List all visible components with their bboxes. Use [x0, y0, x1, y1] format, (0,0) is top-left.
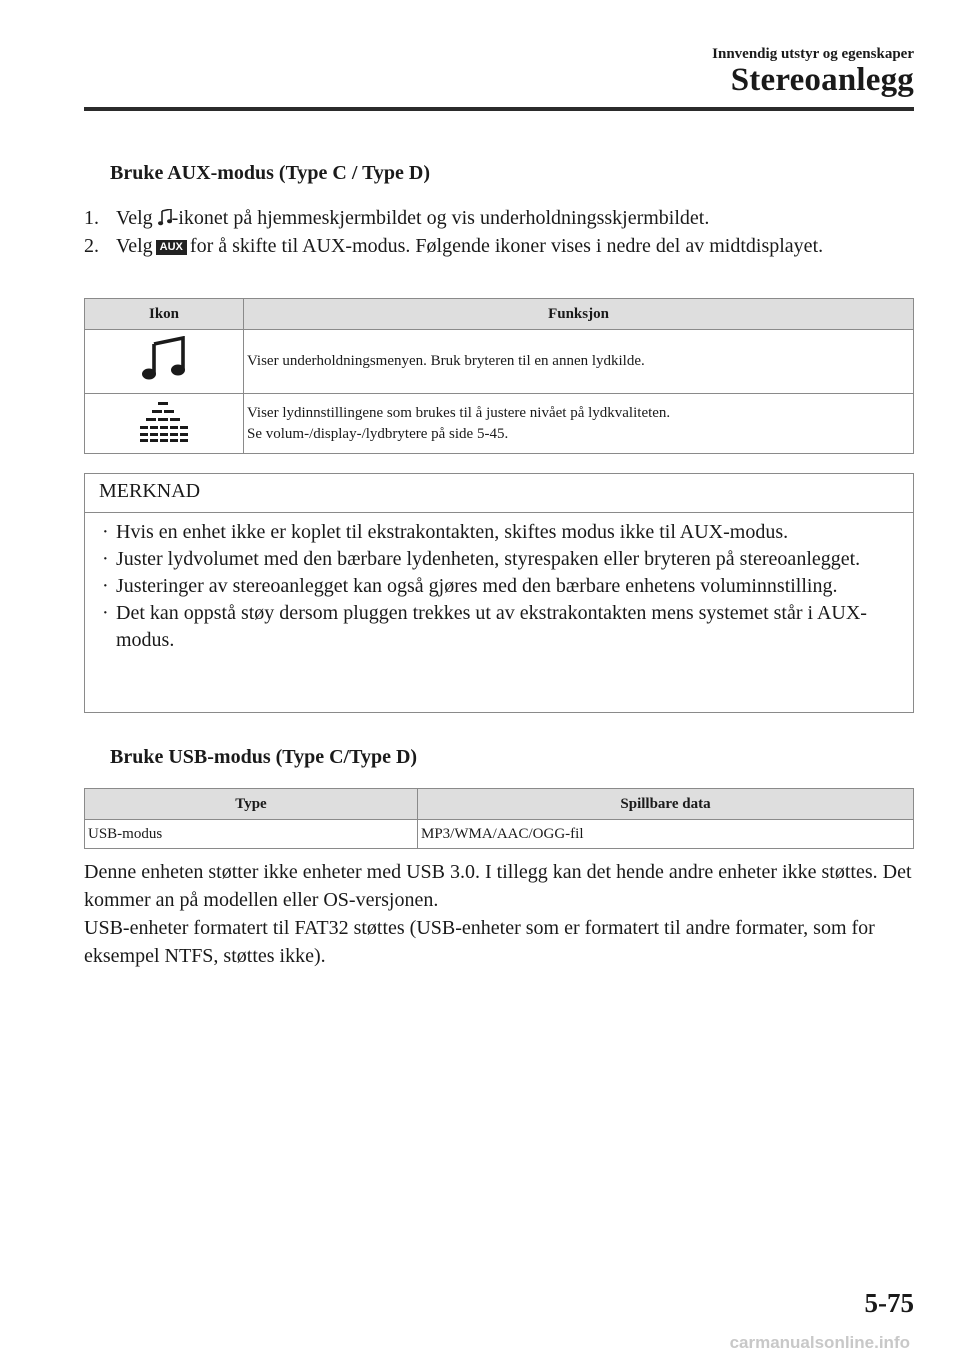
step-number: 2.: [84, 235, 99, 257]
header-divider: [84, 107, 914, 111]
chapter-subtitle: Innvendig utstyr og egenskaper: [712, 46, 914, 62]
step-number: 1.: [84, 207, 99, 229]
aux-icon: AUX: [156, 240, 187, 255]
step-text-pre: Velg: [116, 207, 153, 229]
icon-function-table: [84, 298, 914, 454]
bullet: ·: [102, 521, 109, 543]
usb-type-cell: USB-modus: [85, 820, 418, 849]
table-row: [85, 820, 914, 849]
note-list: [85, 516, 913, 654]
usb-paragraph: Denne enheten støtter ikke enheter med USB 3.0. I tillegg kan det hende andre enheter ikke støttes. Det kommer an på modellen eller OS-versjonen.: [84, 861, 912, 911]
bullet: ·: [102, 602, 109, 624]
table-row: [85, 394, 914, 454]
step-text: [116, 204, 896, 235]
function-text: [244, 394, 914, 454]
note-item-text: Juster lydvolumet med den bærbare lydenheten, styrespaken eller bryteren på stereoanlegget.: [116, 548, 861, 570]
usb-type-table: [84, 788, 914, 849]
note-item: [85, 573, 913, 600]
table-header-icon: Ikon: [85, 299, 244, 330]
note-divider: [85, 512, 913, 513]
aux-section-heading: Bruke AUX-modus (Type C / Type D): [110, 162, 431, 184]
bullet: ·: [102, 575, 109, 597]
usb-data-cell: MP3/WMA/AAC/OGG-fil: [418, 820, 914, 849]
sound-settings-icon: [136, 430, 192, 446]
table-header-playable-data: Spillbare data: [418, 789, 914, 820]
step-text-post: -ikonet på hjemmeskjermbildet og vis underholdningsskjermbildet.: [171, 207, 710, 229]
chapter-title: Stereoanlegg: [730, 62, 914, 98]
note-item-text: Hvis en enhet ikke er koplet til ekstrakontakten, skiftes modus ikke til AUX-modus.: [116, 521, 789, 543]
step-text: [116, 232, 896, 260]
function-text-line: Se volum-/display-/lydbrytere på side 5-45.: [247, 425, 509, 442]
table-row: [85, 330, 914, 394]
music-note-icon: [158, 207, 172, 235]
step-text-post: for å skifte til AUX-modus. Følgende ikoner vises i nedre del av midtdisplayet.: [189, 235, 824, 257]
note-title: MERKNAD: [99, 480, 201, 502]
usb-paragraph: USB-enheter formatert til FAT32 støttes (USB-enheter som er formatert til andre formater, som for eksempel NTFS, støttes ikke).: [84, 917, 875, 967]
step-text-pre: Velg: [116, 235, 153, 257]
note-box: [84, 473, 914, 713]
music-note-icon: [142, 370, 186, 386]
note-item-text: Justeringer av stereoanlegget kan også gjøres med den bærbare enhetens voluminnstilling.: [116, 575, 838, 597]
function-text: Viser underholdningsmenyen. Bruk bryteren til en annen lydkilde.: [244, 330, 914, 394]
function-text-line: Viser lydinnstillingene som brukes til å justere nivået på lydkvaliteten.: [247, 404, 671, 421]
note-item: [85, 600, 913, 654]
note-item-text: Det kan oppstå støy dersom pluggen trekkes ut av ekstrakontakten mens systemet står i AUX-modus.: [116, 602, 867, 651]
page-number: 5-75: [864, 1288, 914, 1318]
note-item: [85, 519, 913, 546]
table-header-type: Type: [85, 789, 418, 820]
watermark: carmanualsonline.info: [729, 1333, 910, 1352]
note-item: [85, 546, 913, 573]
usb-section-heading: Bruke USB-modus (Type C/Type D): [110, 746, 418, 768]
table-header-function: Funksjon: [244, 299, 914, 330]
bullet: ·: [102, 548, 109, 570]
